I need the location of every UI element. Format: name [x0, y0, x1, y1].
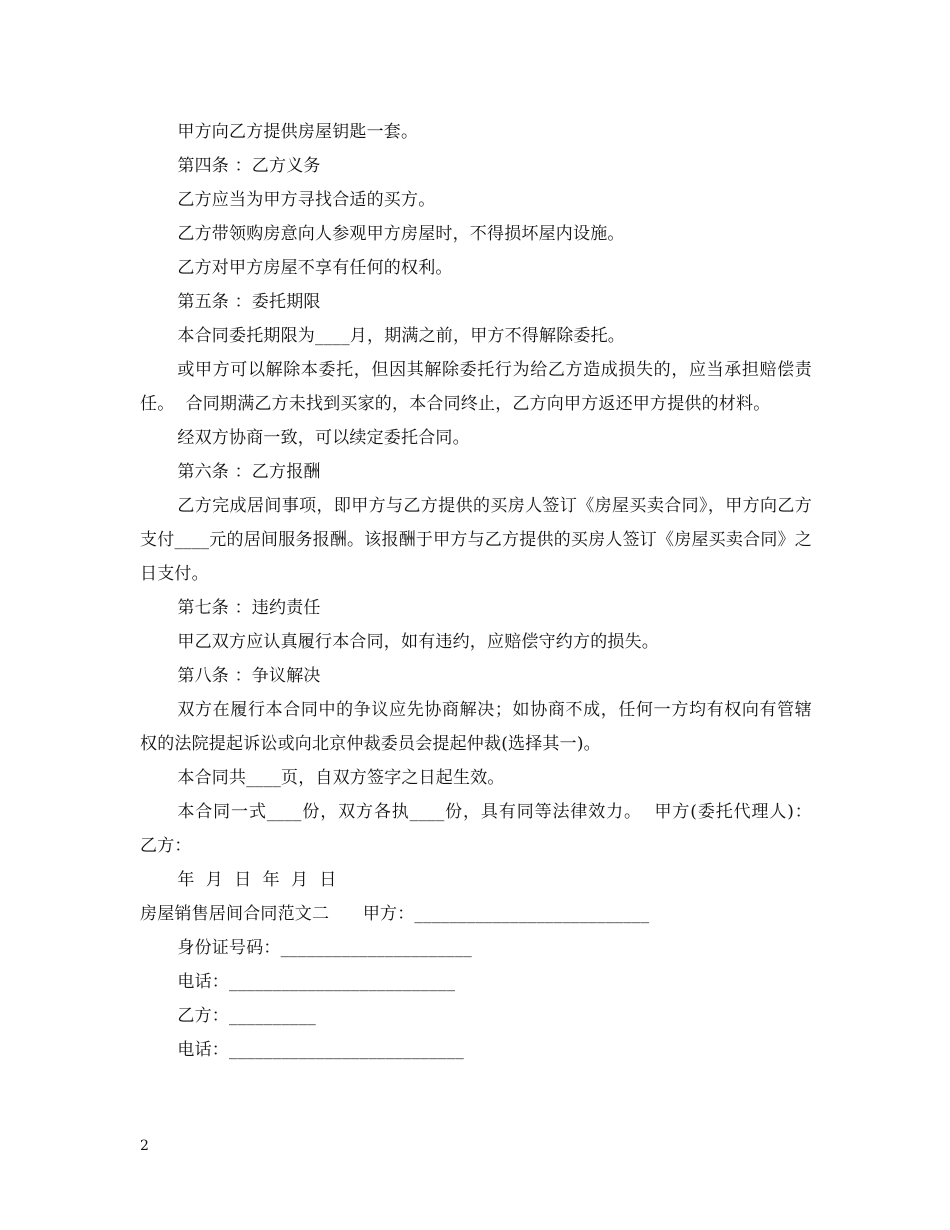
paragraph: 乙方带领购房意向人参观甲方房屋时，不得损坏屋内设施。 — [177, 224, 625, 244]
section-heading: 第六条 ：乙方报酬 — [177, 462, 321, 482]
paragraph: 乙方对甲方房屋不享有任何的权利。 — [177, 258, 453, 278]
paragraph: 双方在履行本合同中的争议应先协商解决；如协商不成，任何一方均有权向有管辖权的法院提起诉讼或向北京仲裁委员会提起仲裁(选择其一)。 — [140, 700, 812, 754]
section-heading: 第五条 ：委托期限 — [177, 292, 321, 312]
party-b-line: 乙方：__________ — [177, 1006, 316, 1026]
signature-paragraph: 本合同一式____份，双方各执____份，具有同等法律效力。 甲方(委托代理人)： 乙方： — [140, 802, 824, 856]
document-title-line: 房屋销售居间合同范文二 甲方：___________________________ — [140, 904, 650, 924]
paragraph: 经双方协商一致，可以续定委托合同。 — [177, 428, 470, 448]
date-line: 年 月 日 年 月 日 — [177, 870, 337, 890]
section-heading: 第四条 ：乙方义务 — [177, 156, 321, 176]
phone-line: 电话：___________________________ — [177, 1040, 464, 1060]
paragraph: 甲乙双方应认真履行本合同，如有违约，应赔偿守约方的损失。 — [177, 632, 659, 652]
section-heading: 第七条 ：违约责任 — [177, 598, 321, 618]
page-number: 2 — [140, 1138, 149, 1154]
paragraph: 本合同共____页，自双方签字之日起生效。 — [177, 768, 505, 788]
paragraph: 本合同委托期限为____月，期满之前，甲方不得解除委托。 — [177, 326, 625, 346]
paragraph: 或甲方可以解除本委托，但因其解除委托行为给乙方造成损失的，应当承担赔偿责任。 合同期满乙方未找到买家的，本合同终止，乙方向甲方返还甲方提供的材料。 — [140, 360, 812, 414]
document-body — [140, 115, 824, 1067]
paragraph: 甲方向乙方提供房屋钥匙一套。 — [177, 122, 419, 142]
section-heading: 第八条 ：争议解决 — [177, 666, 321, 686]
paragraph: 乙方应当为甲方寻找合适的买方。 — [177, 190, 436, 210]
phone-line: 电话：__________________________ — [177, 972, 456, 992]
id-number-line: 身份证号码：______________________ — [177, 938, 472, 958]
paragraph: 乙方完成居间事项，即甲方与乙方提供的买房人签订《房屋买卖合同》，甲方向乙方支付____元的居间服务报酬。该报酬于甲方与乙方提供的买房人签订《房屋买卖合同》之日支付。 — [140, 496, 812, 584]
